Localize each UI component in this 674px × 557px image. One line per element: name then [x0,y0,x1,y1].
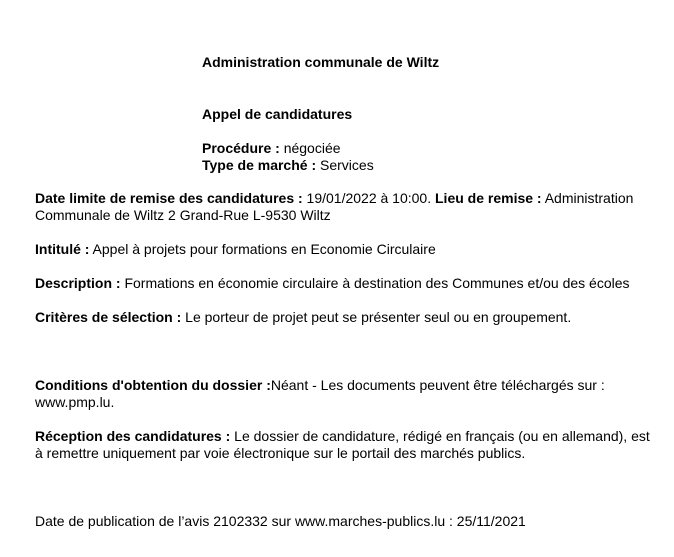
title-value: Appel à projets pour formations en Economie Circulaire [89,241,436,257]
title-label: Intitulé : [35,241,90,257]
conditions-paragraph [35,377,645,411]
description-label: Description : [35,275,121,291]
procedure-line [202,140,341,157]
conditions-label: Conditions d'obtention du dossier : [35,377,271,393]
description-paragraph [35,275,630,292]
criteria-paragraph [35,309,571,326]
reception-value: Le dossier de candidature, rédigé en français (ou en allemand), est à remettre uniquement par voie électronique sur le portail des marchés publics. [35,428,650,461]
description-value: Formations en économie circulaire à destination des Communes et/ou des écoles [120,275,630,291]
organization-title [202,54,439,71]
deadline-paragraph [35,190,665,224]
criteria-label: Critères de sélection : [35,309,182,325]
criteria-value: Le porteur de projet peut se présenter seul ou en groupement. [181,309,572,325]
publication-text: Date de publication de l’avis 2102332 sur www.marches-publics.lu : 25/11/2021 [35,513,526,529]
place-label: Lieu de remise : [435,190,542,206]
title-paragraph [35,241,436,258]
market-type-value: Services [316,157,374,173]
notice-type-label: Appel de candidatures [202,106,353,122]
reception-paragraph [35,428,660,462]
procedure-value: négociée [279,140,341,156]
market-type-line [202,157,374,174]
place-value: Administration Communale de Wiltz 2 Grand-Rue L-9530 Wiltz [35,190,634,223]
conditions-value: Néant - Les documents peuvent être téléchargés sur : www.pmp.lu. [35,377,605,410]
organization-name: Administration communale de Wiltz [202,54,440,70]
procedure-label: Procédure : [202,140,280,156]
reception-label: Réception des candidatures : [35,428,231,444]
market-type-label: Type de marché : [202,157,317,173]
publication-footer [35,513,526,530]
notice-type [202,106,352,123]
deadline-value: 19/01/2022 à 10:00. [302,190,435,206]
deadline-label: Date limite de remise des candidatures : [35,190,303,206]
